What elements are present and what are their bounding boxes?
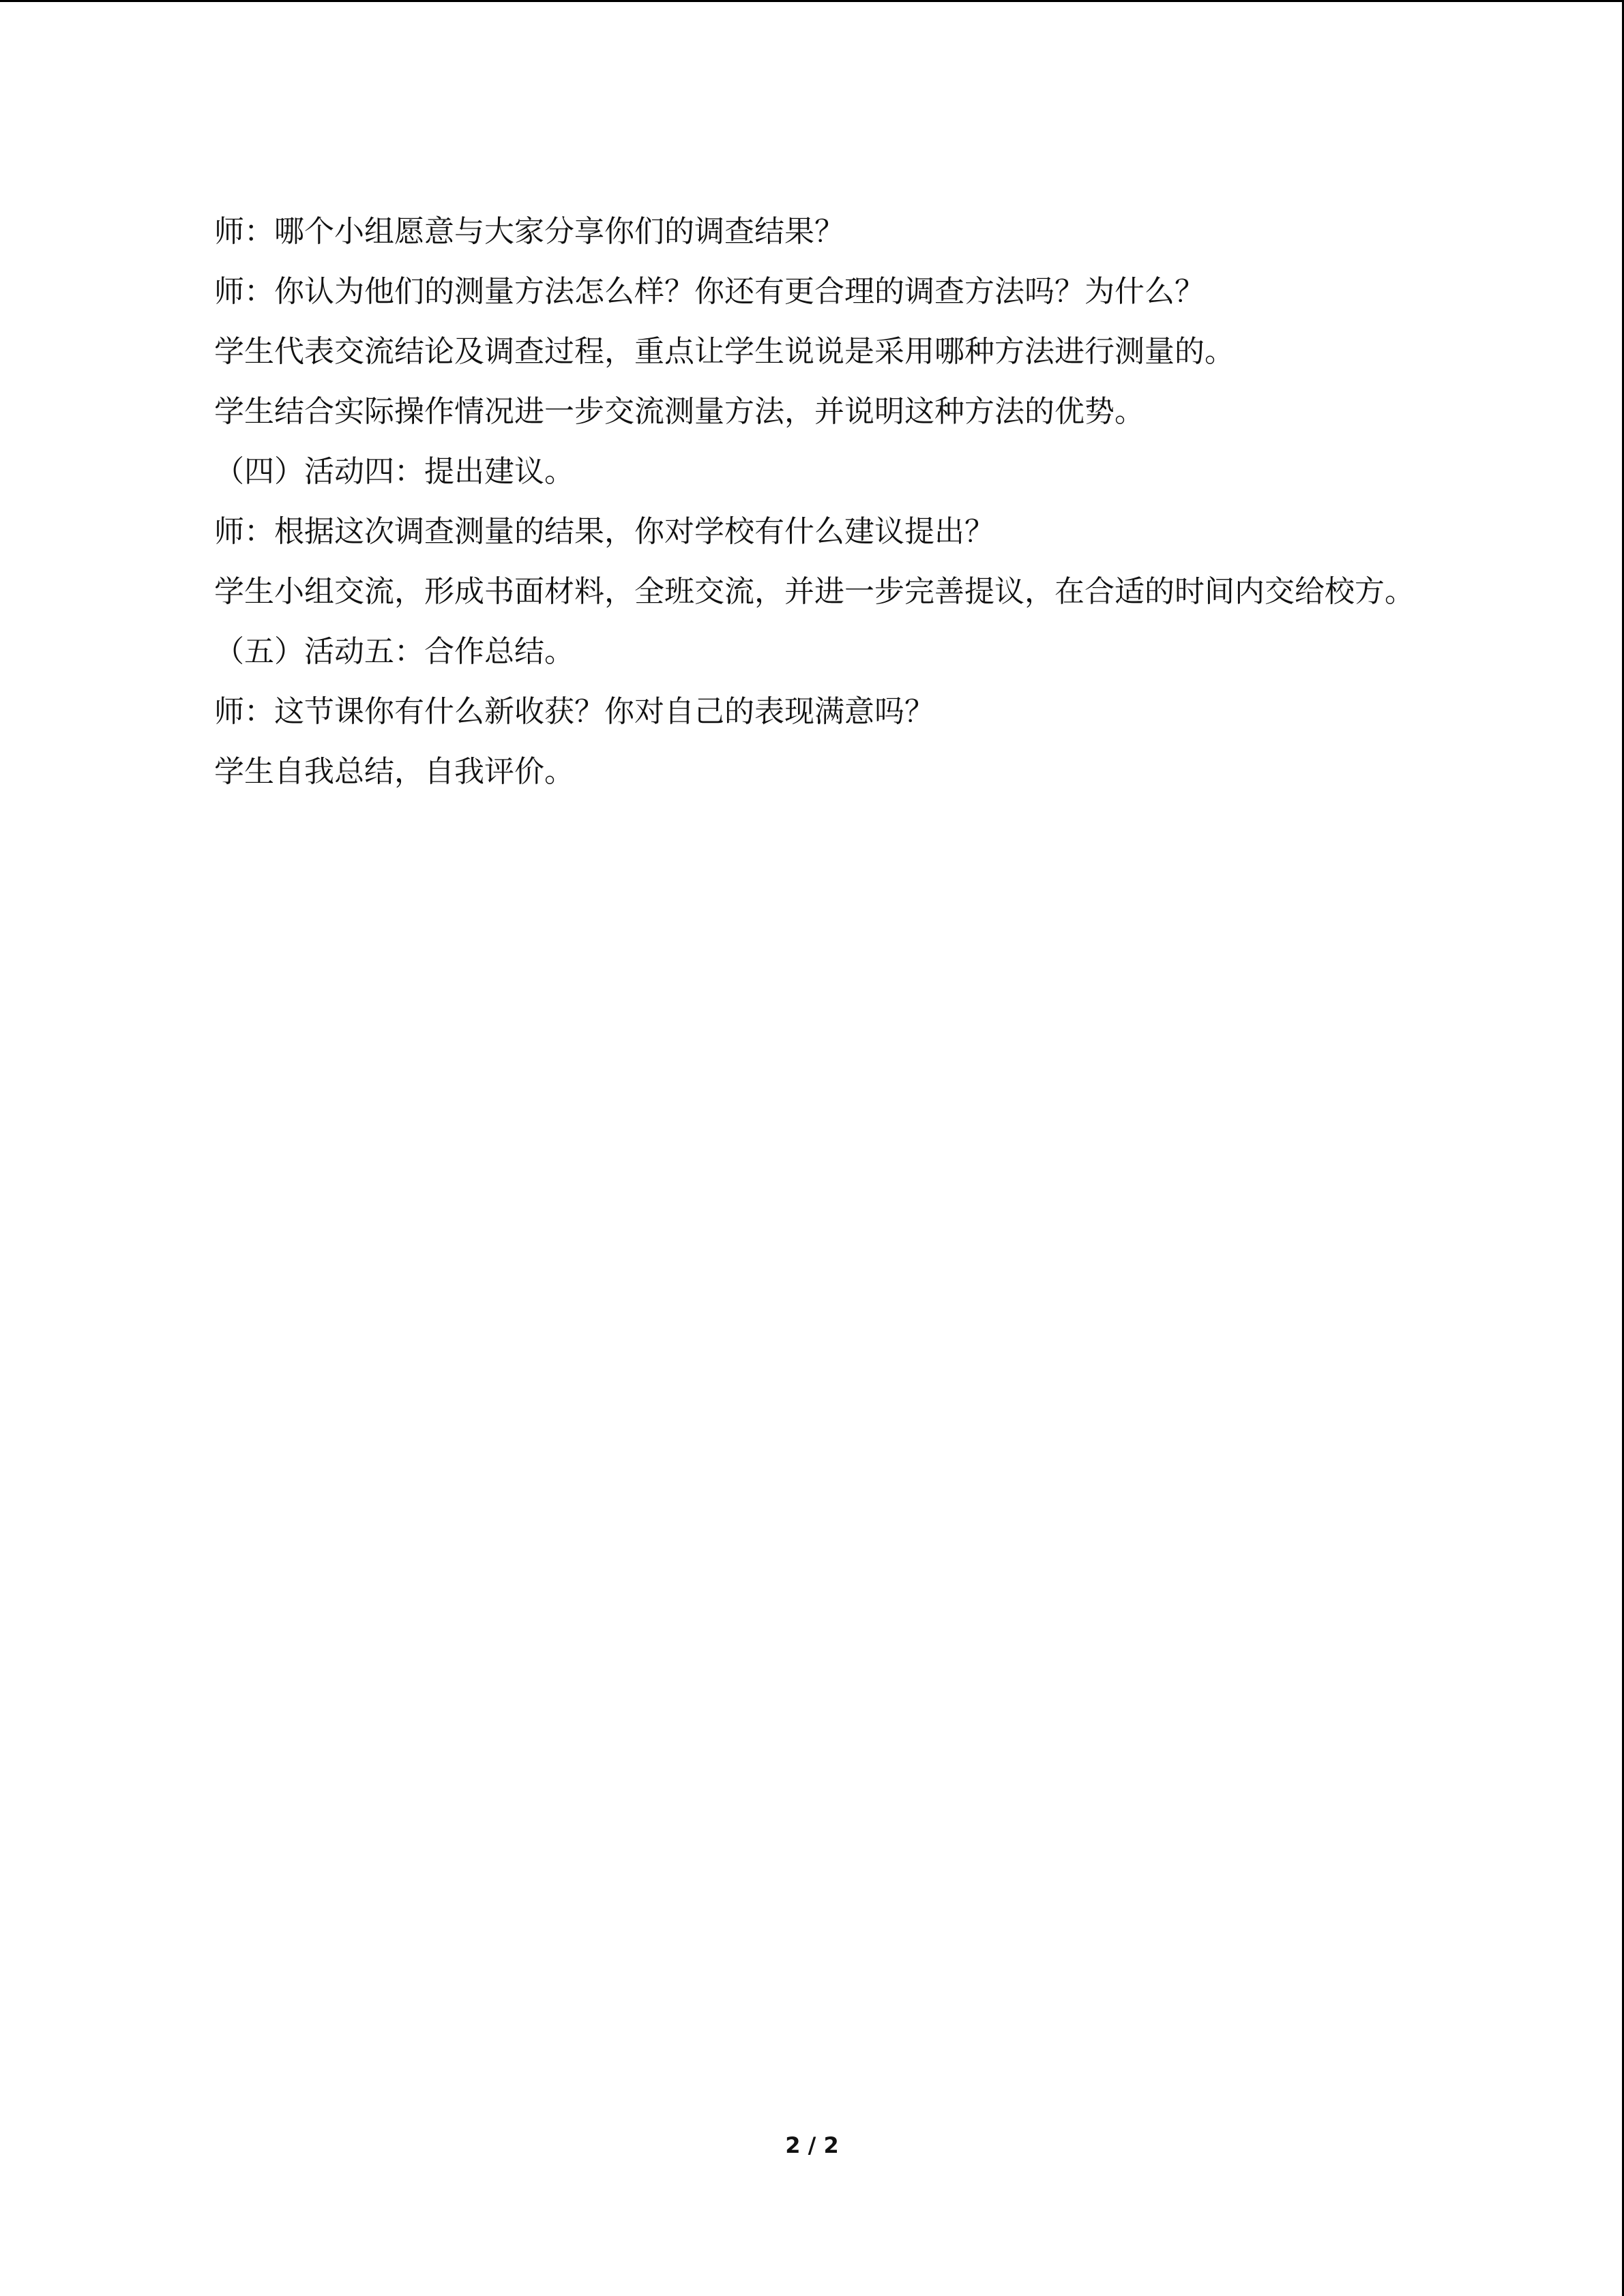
paragraph: 师：你认为他们的测量方法怎么样？你还有更合理的调查方法吗？为什么？	[214, 274, 1205, 309]
section-heading: （五）活动五：合作总结。	[214, 634, 574, 669]
paragraph: 学生小组交流，形成书面材料，全班交流，并进一步完善提议，在合适的时间内交给校方。	[214, 574, 1415, 609]
paragraph: 师：哪个小组愿意与大家分享你们的调查结果？	[214, 214, 844, 249]
document-body	[149, 202, 1472, 802]
paragraph: 师：根据这次调查测量的结果，你对学校有什么建议提出？	[214, 514, 994, 549]
paragraph: 学生代表交流结论及调查过程，重点让学生说说是采用哪种方法进行测量的。	[214, 334, 1235, 369]
page-number: 2 / 2	[785, 2132, 839, 2158]
paragraph: 师：这节课你有什么新收获？你对自己的表现满意吗？	[214, 694, 934, 729]
section-heading: （四）活动四：提出建议。	[214, 454, 574, 489]
page-top-border	[0, 0, 1624, 2]
paragraph: 学生结合实际操作情况进一步交流测量方法，并说明这种方法的优势。	[214, 394, 1145, 429]
paragraph: 学生自我总结，自我评价。	[214, 754, 574, 789]
